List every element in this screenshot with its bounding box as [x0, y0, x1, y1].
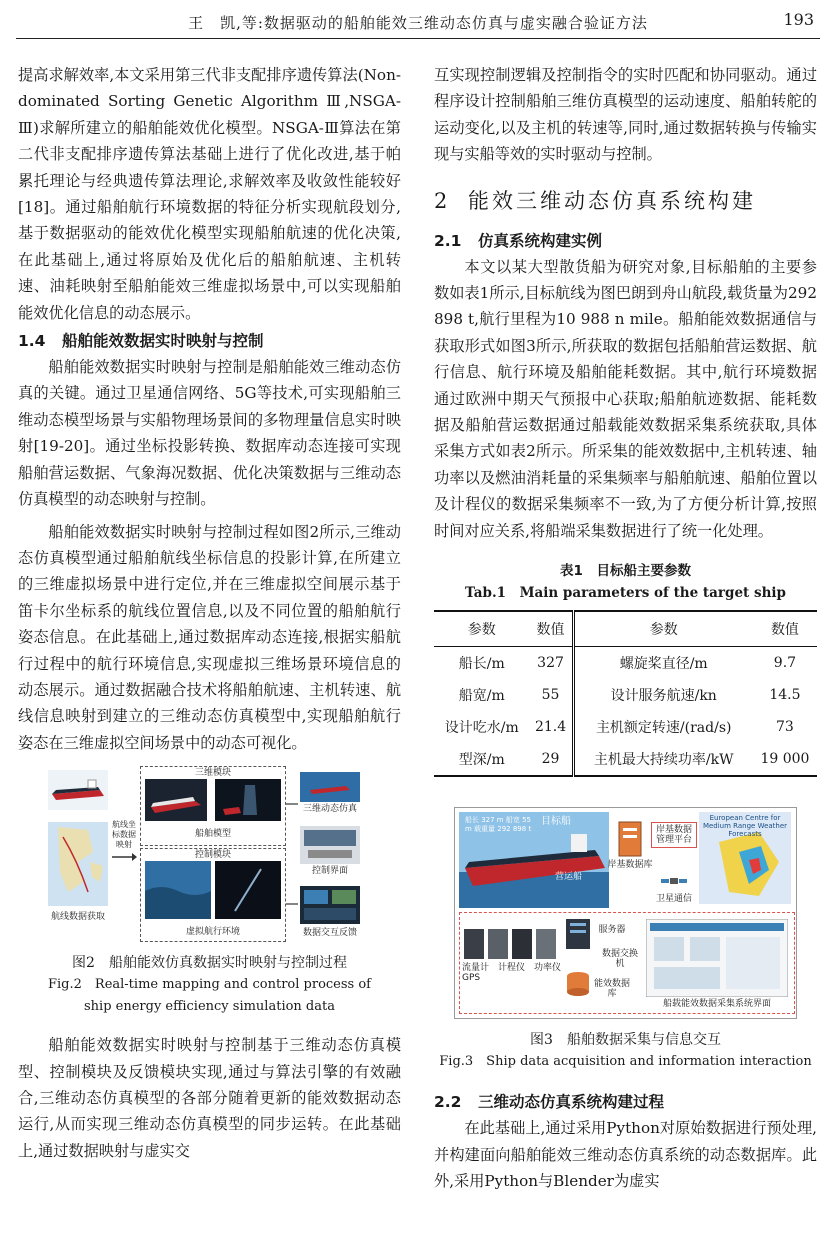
table-row	[434, 647, 817, 680]
route-map	[48, 822, 108, 906]
simulation-box	[140, 848, 286, 942]
section-number: 2.1	[434, 231, 462, 250]
figure-2-caption-en: Fig.2 Real-time mapping and control process of ship energy efficiency simulation data	[48, 977, 371, 1015]
table-cell: 14.5	[769, 687, 801, 704]
section-heading-2	[434, 186, 817, 216]
table-row	[434, 711, 817, 743]
ship-name: 目标船	[541, 816, 571, 828]
section-title: 仿真系统构建实例	[478, 231, 603, 250]
monitor-screen	[300, 886, 360, 924]
table-cell: 19 000	[753, 743, 817, 776]
env-label: 虚拟航行环境	[185, 927, 240, 938]
right-top-label: 三维动态仿真	[302, 804, 357, 815]
shore-server-label: 岸基数据库	[607, 860, 653, 871]
paragraph: 本文以某大型散货船为研究对象,目标船舶的主要参数如表1所示,目标航线为图巴朗到舟山航段,载货量为292 898 t,航行里程为10 988 n mile。船舶能效数据通信与获取形式如图3所示,所获取的数据包括船舶营运数据、航行信息、航行环境及船舶能耗数据。其中,航行环境数据通过欧洲中期天气预报中心获取;船舶航迹数据、能耗数据及船舶营运数据通过船载能效数据采集系统获取,具体采集方式如表2所示。所采集的能效数据中,主机转速、轴功率以及燃油消耗量的采集频率与船舶航速、船舶位置以及计程仪的数据采集频率不一致,为了方便分析计算,按照时间对应关系,将船端采集数据进行了统一化处理。	[434, 257, 817, 540]
ship-info-text: 船长 327 m 船宽 55 m 载重量 292 898 t	[465, 816, 532, 834]
database-icon	[564, 971, 592, 997]
table-cell: 设计吃水/m	[444, 720, 519, 737]
table-cell: 主机额定转速/(rad/s)	[595, 720, 732, 737]
table-cell: 设计服务航速/kn	[610, 688, 717, 705]
running-title: 王 凯,等:数据驱动的船舶能效三维动态仿真与虚实融合验证方法	[188, 14, 648, 32]
section-heading-1-4	[18, 328, 401, 354]
sensor-row	[464, 929, 560, 959]
section-number: 2.2	[434, 1093, 462, 1112]
figure-3-caption-en: Fig.3 Ship data acquisition and information interaction	[439, 1054, 812, 1070]
ship-thumbnail	[48, 770, 108, 810]
section-number: 2	[434, 188, 451, 213]
table-row	[434, 743, 817, 776]
table-cell: 9.7	[773, 655, 797, 672]
figure-2	[44, 764, 375, 946]
control-label: 控制界面	[311, 866, 348, 877]
map-label: 航线数据获取	[50, 912, 105, 923]
scene-render	[215, 779, 281, 821]
table-cell: 73	[776, 719, 794, 736]
server-icon	[615, 820, 645, 858]
table-cell: 船长/m	[458, 656, 505, 673]
table-1-title-en: Tab.1 Main parameters of the target ship	[465, 585, 786, 602]
section-heading-2-1	[434, 228, 817, 254]
mapping-label: 航线坐标数据映射	[112, 820, 136, 850]
column-header: 数值	[530, 611, 574, 647]
table-cell: 螺旋桨直径/m	[619, 656, 708, 673]
paragraph: 船舶能效数据实时映射与控制过程如图2所示,三维动态仿真模型通过船舶航线坐标信息的投影计算,在所建立的三维虚拟场景中进行定位,并在三维虚拟空间展示基于笛卡尔坐标系的航线位置信息,以及不同位置的船舶航行姿态信息。在此基础上,通过数据库动态连接,根据实船航行过程中的航行环境信息,实现虚拟三维场景环境信息的动态展示。通过数据融合技术将船舶航速、主机转速、航线信息映射到建立的三维动态仿真模型中,实现船舶航行姿态在三维虚拟空间场景中的动态可视化。	[18, 522, 401, 752]
section-title: 船舶能效数据实时映射与控制	[62, 332, 264, 351]
column-header: 参数	[573, 611, 753, 647]
table-cell: 主机最大持续功率/kW	[573, 743, 753, 776]
figure-2-caption: 图2 船舶能效仿真数据实时映射与控制过程	[72, 955, 347, 972]
left-column	[18, 62, 401, 1164]
paragraph: 船舶能效数据实时映射与控制是船舶能效三维动态仿真的关键。通过卫星通信网络、5G等技术,可实现船舶三维动态模型场景与实船物理场景间的多物理量信息实时映射[19-20]。通过坐标投影转换、数据库动态连接可实现船舶营运数据、气象海况数据、优化决策数据与三维动态仿真模型的动态映射与控制。	[18, 358, 401, 509]
sea-env-render	[145, 861, 211, 919]
satellite-icon	[661, 870, 687, 892]
section-heading-2-2	[434, 1089, 817, 1115]
3d-module-box	[140, 766, 286, 846]
table-header-row	[434, 611, 817, 647]
sim-view	[300, 772, 360, 802]
page-number: 193	[783, 10, 814, 29]
server-rack-icon	[564, 917, 592, 951]
table-cell: 型深/m	[434, 743, 530, 776]
paragraph: 互实现控制逻辑及控制指令的实时匹配和协同驱动。通过程序设计控制船舶三维仿真模型的运动速度、船舶转舵的运动变化,以及主机的转速等,同时,通过数据转换与传输实现与实船等效的实时驱动与控制。	[434, 66, 817, 164]
header-rule	[16, 38, 820, 39]
running-header	[0, 0, 836, 40]
ship-tag: 营运船	[555, 872, 583, 883]
ship-model-label: 船舶模型	[194, 829, 231, 840]
paragraph: 提高求解效率,本文采用第三代非支配排序遗传算法(Non-dominated Sorting Genetic Algorithm Ⅲ,NSGA-Ⅲ)求解所建立的船舶能效优化模型。NSGA-Ⅲ算法在第二代非支配排序遗传算法基础上进行了优化改进,基于帕累托理论与经典遗传算法理论,求解效率及收敛性能较好[18]。通过船舶航行环境数据的特征分析实现航段划分,基于数据驱动的能效优化模型实现船舶航速的优化决策,在此基础上,通过将原始及优化后的船舶航速、主机转速、油耗映射至船舶能效三维虚拟场景中,可以实现船舶能效优化信息的动态展示。	[18, 66, 401, 322]
paragraph: 在此基础上,通过采用Python对原始数据进行预处理,并构建面向船舶能效三维动态仿真系统的动态数据库。此外,采用Python与Blender为虚实	[434, 1119, 817, 1190]
paragraph: 船舶能效数据实时映射与控制基于三维动态仿真模型、控制模块及反馈模块实现,通过与算法引擎的有效融合,三维动态仿真模型的各部分随着更新的能效数据动态运行,从而实现三维动态仿真模型的同步运转。在此基础上,通过数据映射与虚实交	[18, 1036, 401, 1160]
system-caption: 船载能效数据采集系统界面	[662, 999, 771, 1010]
night-env-render	[215, 861, 281, 919]
control-room	[300, 826, 360, 864]
table-cell: 29	[530, 743, 574, 776]
sensors-label: 流量计 计程仪 功率仪 GPS	[462, 963, 571, 984]
table-row	[434, 679, 817, 711]
section-number: 1.4	[18, 332, 46, 351]
table-cell: 327	[530, 647, 574, 680]
parameters-table	[434, 610, 817, 777]
3d-module-label: 三维模块	[194, 768, 231, 779]
system-screenshot	[646, 919, 788, 997]
table-cell: 21.4	[530, 711, 574, 743]
servers-label: 服务器	[598, 925, 626, 936]
table-cell: 55	[530, 679, 574, 711]
onboard-system-box	[459, 912, 795, 1014]
connector-arrows	[284, 794, 300, 914]
database-label: 能效数据库	[593, 979, 630, 1000]
figure-3-caption: 图3 船舶数据采集与信息交互	[530, 1032, 721, 1049]
ship-model-render	[145, 779, 207, 821]
section-title: 能效三维动态仿真系统构建	[468, 188, 756, 213]
section-title: 三维动态仿真系统构建过程	[478, 1093, 665, 1112]
arrow-icon	[110, 850, 138, 864]
ecmwf-label: European Centre for Medium Range Weather Forecasts	[702, 814, 788, 839]
right-column	[434, 62, 817, 1194]
exchange-label: 数据交换机	[601, 949, 638, 970]
figure-3	[454, 807, 797, 1019]
table-1-title: 表1 目标船主要参数	[560, 563, 691, 580]
table-cell: 船宽/m	[458, 688, 505, 705]
satellite-label: 卫星通信	[655, 894, 692, 905]
column-header: 数值	[753, 611, 817, 647]
feedback-label: 数据交互反馈	[302, 928, 357, 939]
shore-system-label: 岸基数据管理平台	[651, 822, 697, 848]
table-1	[434, 560, 817, 777]
control-module-label: 控制模块	[194, 850, 231, 861]
column-header: 参数	[434, 611, 530, 647]
